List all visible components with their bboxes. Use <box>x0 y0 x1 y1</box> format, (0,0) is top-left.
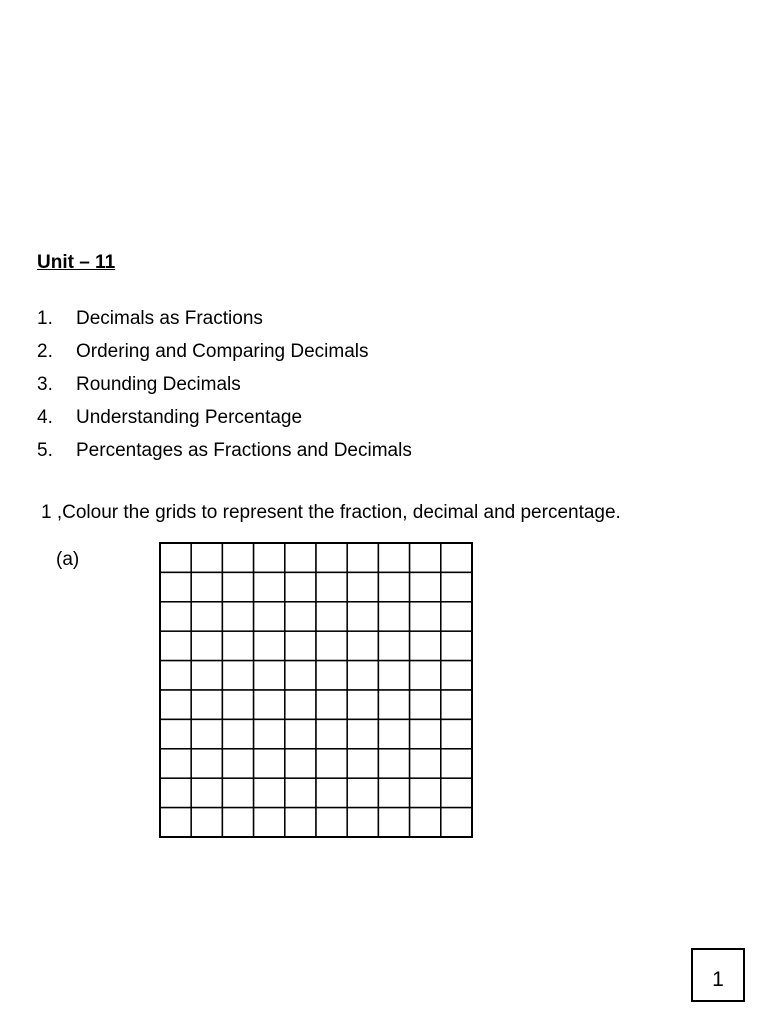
topic-item <box>37 405 412 438</box>
grid-cell[interactable] <box>285 661 316 690</box>
grid-cell[interactable] <box>254 602 285 631</box>
topic-item <box>37 339 412 372</box>
grid-cell[interactable] <box>316 719 347 748</box>
grid-cell[interactable] <box>378 572 409 601</box>
grid-cell[interactable] <box>160 808 191 837</box>
grid-cell[interactable] <box>254 543 285 572</box>
grid-cell[interactable] <box>191 690 222 719</box>
topic-number: 2. <box>37 341 53 362</box>
grid-cell[interactable] <box>160 719 191 748</box>
grid-cell[interactable] <box>222 572 253 601</box>
grid-cell[interactable] <box>285 808 316 837</box>
grid-cell[interactable] <box>222 602 253 631</box>
grid-cell[interactable] <box>316 661 347 690</box>
grid-cell[interactable] <box>191 602 222 631</box>
grid-cell[interactable] <box>191 778 222 807</box>
grid-cell[interactable] <box>285 749 316 778</box>
topic-label: Percentages as Fractions and Decimals <box>76 440 412 461</box>
topic-number: 5. <box>37 440 53 461</box>
grid-cell[interactable] <box>222 778 253 807</box>
grid-cell[interactable] <box>347 602 378 631</box>
grid-cell[interactable] <box>347 749 378 778</box>
topic-label: Understanding Percentage <box>76 407 303 428</box>
grid-cell[interactable] <box>222 719 253 748</box>
grid-cell[interactable] <box>378 543 409 572</box>
grid-cell[interactable] <box>254 572 285 601</box>
grid-cell[interactable] <box>441 749 472 778</box>
grid-cell[interactable] <box>347 690 378 719</box>
page-number: 1 <box>712 968 724 991</box>
grid-cell[interactable] <box>378 690 409 719</box>
grid-cell[interactable] <box>347 808 378 837</box>
grid-cell[interactable] <box>191 631 222 660</box>
part-label: (a) <box>56 549 80 570</box>
grid-cell[interactable] <box>222 690 253 719</box>
grid-cell[interactable] <box>410 661 441 690</box>
grid-cell[interactable] <box>410 602 441 631</box>
grid-cell[interactable] <box>410 808 441 837</box>
grid-cell[interactable] <box>160 543 191 572</box>
topic-list <box>37 306 412 471</box>
grid-cell[interactable] <box>316 631 347 660</box>
grid-cell[interactable] <box>160 690 191 719</box>
grid-cell[interactable] <box>160 572 191 601</box>
grid-cell[interactable] <box>191 661 222 690</box>
grid-cell[interactable] <box>222 808 253 837</box>
grid-cell[interactable] <box>285 572 316 601</box>
grid-cell[interactable] <box>347 661 378 690</box>
grid-cell[interactable] <box>410 572 441 601</box>
grid-cell[interactable] <box>410 778 441 807</box>
grid-cell[interactable] <box>378 602 409 631</box>
grid-cell[interactable] <box>316 778 347 807</box>
grid-cell[interactable] <box>254 808 285 837</box>
grid-cell[interactable] <box>285 602 316 631</box>
grid-cell[interactable] <box>254 661 285 690</box>
topic-label: Decimals as Fractions <box>76 308 263 329</box>
topic-item <box>37 306 412 339</box>
grid-cell[interactable] <box>378 808 409 837</box>
grid-cell[interactable] <box>410 749 441 778</box>
grid-cell[interactable] <box>160 602 191 631</box>
unit-title: Unit – 11 <box>37 252 116 273</box>
grid-cell[interactable] <box>285 690 316 719</box>
grid-cell[interactable] <box>441 719 472 748</box>
hundred-grid[interactable] <box>158 541 474 839</box>
grid-cell[interactable] <box>222 543 253 572</box>
grid-cell[interactable] <box>285 778 316 807</box>
grid-cell[interactable] <box>191 543 222 572</box>
grid-cell[interactable] <box>378 719 409 748</box>
grid-cell[interactable] <box>378 661 409 690</box>
grid-cell[interactable] <box>285 543 316 572</box>
grid-cell[interactable] <box>254 719 285 748</box>
grid-cell[interactable] <box>441 602 472 631</box>
grid-cell[interactable] <box>316 690 347 719</box>
grid-cell[interactable] <box>191 719 222 748</box>
grid-cell[interactable] <box>160 749 191 778</box>
page-number-box <box>691 948 745 1002</box>
grid-cell[interactable] <box>316 749 347 778</box>
grid-cell[interactable] <box>191 749 222 778</box>
grid-cell[interactable] <box>222 631 253 660</box>
topic-item <box>37 372 412 405</box>
grid-cell[interactable] <box>222 661 253 690</box>
topic-item <box>37 438 412 471</box>
grid-cell[interactable] <box>316 808 347 837</box>
grid-cell[interactable] <box>316 602 347 631</box>
grid-cell[interactable] <box>254 631 285 660</box>
grid-cell[interactable] <box>316 572 347 601</box>
grid-cell[interactable] <box>191 808 222 837</box>
grid-cell[interactable] <box>441 808 472 837</box>
grid-cell[interactable] <box>410 631 441 660</box>
grid-cell[interactable] <box>160 661 191 690</box>
grid-cell[interactable] <box>441 543 472 572</box>
topic-label: Ordering and Comparing Decimals <box>76 341 369 362</box>
grid-cell[interactable] <box>222 749 253 778</box>
topic-number: 4. <box>37 407 53 428</box>
grid-cell[interactable] <box>160 631 191 660</box>
grid-cell[interactable] <box>347 631 378 660</box>
grid-cell[interactable] <box>441 631 472 660</box>
grid-cell[interactable] <box>316 543 347 572</box>
topic-number: 3. <box>37 374 53 395</box>
grid-cell[interactable] <box>410 719 441 748</box>
grid-cell[interactable] <box>410 690 441 719</box>
grid-cell[interactable] <box>347 543 378 572</box>
grid-cell[interactable] <box>441 661 472 690</box>
grid-cell[interactable] <box>191 572 222 601</box>
grid-cell[interactable] <box>347 719 378 748</box>
grid-cell[interactable] <box>378 631 409 660</box>
grid-cell[interactable] <box>285 631 316 660</box>
question-text: 1 ,Colour the grids to represent the fraction, decimal and percentage. <box>41 502 621 523</box>
grid-cell[interactable] <box>378 749 409 778</box>
grid-cell[interactable] <box>347 572 378 601</box>
grid-cell[interactable] <box>441 690 472 719</box>
grid-cell[interactable] <box>285 719 316 748</box>
grid-cell[interactable] <box>347 778 378 807</box>
grid-cell[interactable] <box>441 572 472 601</box>
topic-label: Rounding Decimals <box>76 374 241 395</box>
grid-cell[interactable] <box>254 778 285 807</box>
topic-number: 1. <box>37 308 53 329</box>
grid-cell[interactable] <box>254 749 285 778</box>
grid-cell[interactable] <box>410 543 441 572</box>
grid-cell[interactable] <box>441 778 472 807</box>
grid-cell[interactable] <box>254 690 285 719</box>
grid-cell[interactable] <box>378 778 409 807</box>
grid-cell[interactable] <box>160 778 191 807</box>
